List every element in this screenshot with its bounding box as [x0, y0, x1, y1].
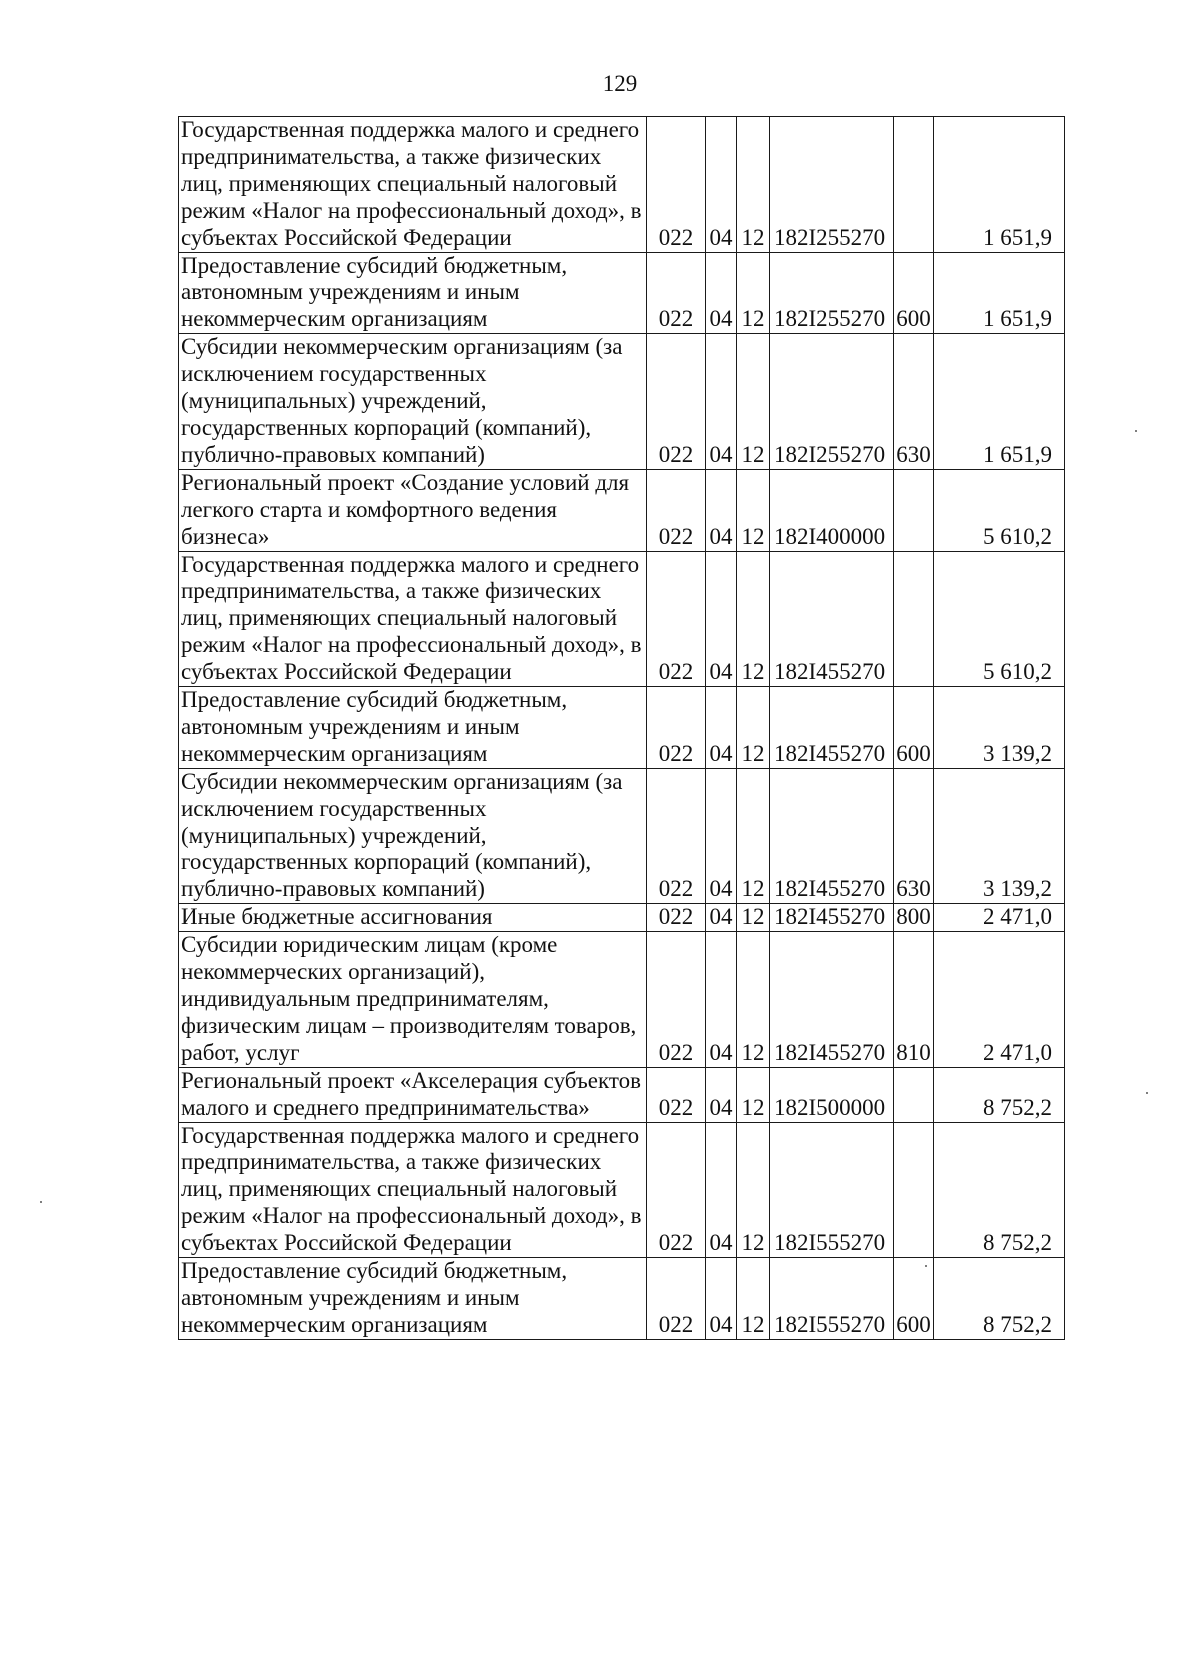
- table-row: [179, 932, 1065, 1068]
- ministry-code: 022: [647, 551, 706, 687]
- row-name: Предоставление субсидий бюджетным, автономным учреждениям и иным некоммерческим организациям: [179, 252, 647, 334]
- row-name: Региональный проект «Акселерация субъектов малого и среднего предпринимательства»: [179, 1067, 647, 1122]
- row-name: Предоставление субсидий бюджетным, автономным учреждениям и иным некоммерческим организациям: [179, 1258, 647, 1340]
- amount: 5 610,2: [934, 469, 1065, 551]
- amount: 3 139,2: [934, 687, 1065, 769]
- subsection-code: 12: [737, 687, 770, 769]
- table-row: [179, 1258, 1065, 1340]
- scan-speck: [1135, 430, 1137, 432]
- row-name: Субсидии юридическим лицам (кроме некоммерческих организаций), индивидуальным предпринимателям, физическим лицам – производителям товаров, работ, услуг: [179, 932, 647, 1068]
- section-code: 04: [706, 469, 737, 551]
- target-code: 182I455270: [770, 932, 894, 1068]
- target-code: 182I255270: [770, 334, 894, 470]
- row-name: Предоставление субсидий бюджетным, автономным учреждениям и иным некоммерческим организациям: [179, 687, 647, 769]
- section-code: 04: [706, 117, 737, 253]
- subsection-code: 12: [737, 932, 770, 1068]
- section-code: 04: [706, 334, 737, 470]
- expense-code: 810: [894, 932, 934, 1068]
- subsection-code: 12: [737, 252, 770, 334]
- amount: 1 651,9: [934, 334, 1065, 470]
- amount: 8 752,2: [934, 1122, 1065, 1258]
- target-code: 182I255270: [770, 117, 894, 253]
- subsection-code: 12: [737, 904, 770, 932]
- subsection-code: 12: [737, 1067, 770, 1122]
- table-row: [179, 551, 1065, 687]
- expense-code: [894, 1122, 934, 1258]
- row-name: Государственная поддержка малого и среднего предпринимательства, а также физических лиц, применяющих специальный налоговый режим «Налог на профессиональный доход», в субъектах Российской Федерации: [179, 551, 647, 687]
- expense-code: 630: [894, 334, 934, 470]
- table-body: [179, 117, 1065, 1340]
- expense-code: 600: [894, 1258, 934, 1340]
- expense-code: [894, 469, 934, 551]
- table-row: [179, 904, 1065, 932]
- row-name: Субсидии некоммерческим организациям (за исключением государственных (муниципальных) учреждений, государственных корпораций (компаний), публично-правовых компаний): [179, 768, 647, 904]
- target-code: 182I455270: [770, 551, 894, 687]
- ministry-code: 022: [647, 252, 706, 334]
- section-code: 04: [706, 551, 737, 687]
- amount: 8 752,2: [934, 1067, 1065, 1122]
- ministry-code: 022: [647, 1122, 706, 1258]
- page-number: 129: [602, 71, 638, 96]
- section-code: 04: [706, 1258, 737, 1340]
- subsection-code: 12: [737, 117, 770, 253]
- ministry-code: 022: [647, 334, 706, 470]
- subsection-code: 12: [737, 334, 770, 470]
- ministry-code: 022: [647, 1258, 706, 1340]
- section-code: 04: [706, 904, 737, 932]
- ministry-code: 022: [647, 117, 706, 253]
- ministry-code: 022: [647, 687, 706, 769]
- row-name: Субсидии некоммерческим организациям (за исключением государственных (муниципальных) учреждений, государственных корпораций (компаний), публично-правовых компаний): [179, 334, 647, 470]
- subsection-code: 12: [737, 469, 770, 551]
- target-code: 182I255270: [770, 252, 894, 334]
- table-row: [179, 1067, 1065, 1122]
- amount: 2 471,0: [934, 904, 1065, 932]
- ministry-code: 022: [647, 768, 706, 904]
- subsection-code: 12: [737, 1258, 770, 1340]
- scan-speck: [40, 1201, 42, 1203]
- table-row: [179, 117, 1065, 253]
- subsection-code: 12: [737, 768, 770, 904]
- amount: 8 752,2: [934, 1258, 1065, 1340]
- row-name: Государственная поддержка малого и среднего предпринимательства, а также физических лиц, применяющих специальный налоговый режим «Налог на профессиональный доход», в субъектах Российской Федерации: [179, 117, 647, 253]
- table-row: [179, 768, 1065, 904]
- amount: 2 471,0: [934, 932, 1065, 1068]
- scan-speck: [1146, 1092, 1148, 1094]
- section-code: 04: [706, 1067, 737, 1122]
- amount: 3 139,2: [934, 768, 1065, 904]
- ministry-code: 022: [647, 1067, 706, 1122]
- subsection-code: 12: [737, 1122, 770, 1258]
- expense-code: [894, 551, 934, 687]
- row-name: Иные бюджетные ассигнования: [179, 904, 647, 932]
- scan-speck: [925, 1265, 927, 1267]
- target-code: 182I555270: [770, 1122, 894, 1258]
- target-code: 182I555270: [770, 1258, 894, 1340]
- section-code: 04: [706, 768, 737, 904]
- ministry-code: 022: [647, 469, 706, 551]
- row-name: Региональный проект «Создание условий для легкого старта и комфортного ведения бизнеса»: [179, 469, 647, 551]
- subsection-code: 12: [737, 551, 770, 687]
- amount: 1 651,9: [934, 117, 1065, 253]
- expense-code: 600: [894, 687, 934, 769]
- expense-code: 630: [894, 768, 934, 904]
- expense-code: 600: [894, 252, 934, 334]
- target-code: 182I455270: [770, 768, 894, 904]
- target-code: 182I455270: [770, 687, 894, 769]
- section-code: 04: [706, 1122, 737, 1258]
- amount: 5 610,2: [934, 551, 1065, 687]
- target-code: 182I455270: [770, 904, 894, 932]
- table-row: [179, 334, 1065, 470]
- table-row: [179, 1122, 1065, 1258]
- table-row: [179, 687, 1065, 769]
- table-row: [179, 252, 1065, 334]
- expense-code: [894, 117, 934, 253]
- section-code: 04: [706, 932, 737, 1068]
- expense-code: [894, 1067, 934, 1122]
- ministry-code: 022: [647, 904, 706, 932]
- row-name: Государственная поддержка малого и среднего предпринимательства, а также физических лиц, применяющих специальный налоговый режим «Налог на профессиональный доход», в субъектах Российской Федерации: [179, 1122, 647, 1258]
- ministry-code: 022: [647, 932, 706, 1068]
- section-code: 04: [706, 252, 737, 334]
- budget-table: [178, 116, 1065, 1340]
- target-code: 182I400000: [770, 469, 894, 551]
- section-code: 04: [706, 687, 737, 769]
- expense-code: 800: [894, 904, 934, 932]
- table-row: [179, 469, 1065, 551]
- target-code: 182I500000: [770, 1067, 894, 1122]
- amount: 1 651,9: [934, 252, 1065, 334]
